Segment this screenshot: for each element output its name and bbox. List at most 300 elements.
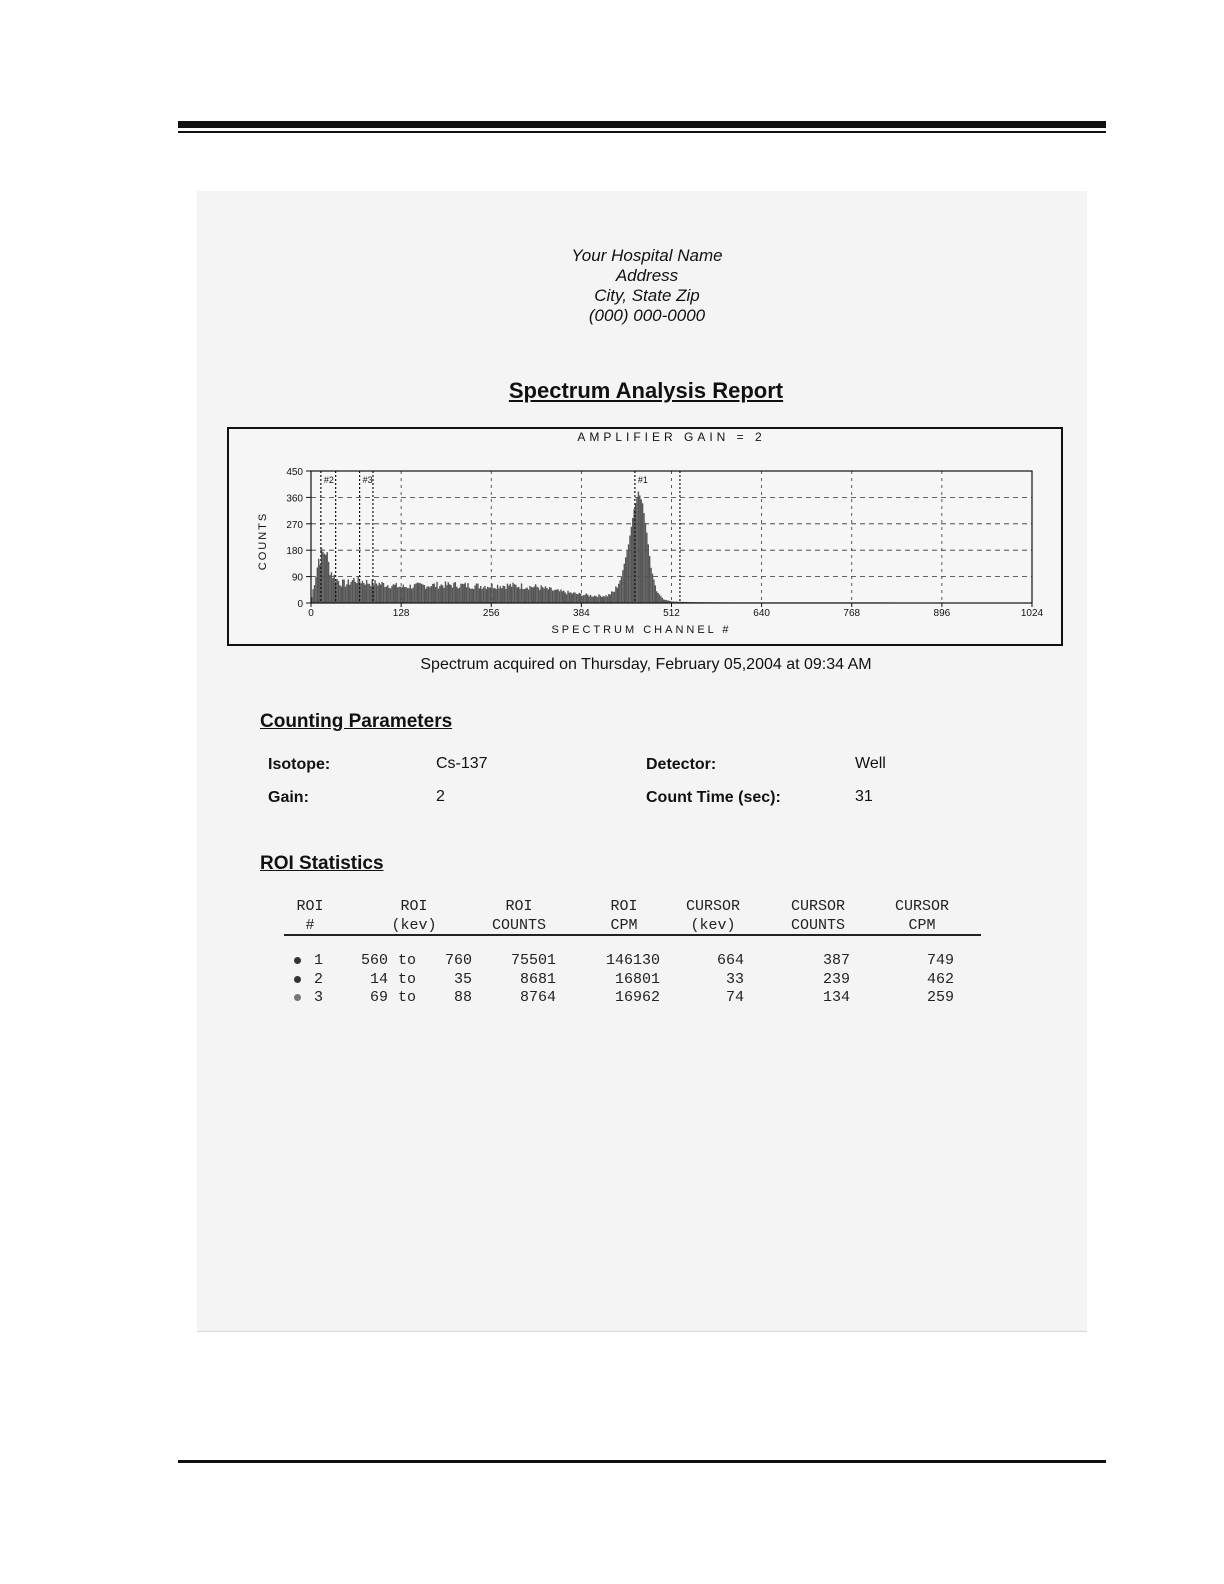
spectrum-bar (486, 589, 487, 603)
spectrum-bar (632, 518, 633, 603)
spectrum-bar (459, 588, 460, 603)
roi-cell-from: 69 (369, 989, 388, 1006)
spectrum-bar (593, 597, 594, 603)
spectrum-bar (652, 574, 653, 603)
spectrum-bar (350, 582, 351, 603)
spectrum-bar (566, 594, 567, 603)
spectrum-bar (498, 588, 499, 603)
spectrum-bar (479, 588, 480, 603)
spectrum-bar (436, 582, 437, 603)
spectrum-bar (490, 587, 491, 603)
spectrum-bar (629, 536, 630, 603)
spectrum-bar (655, 585, 656, 603)
spectrum-bar (643, 513, 644, 603)
spectrum-bar (514, 584, 515, 603)
header-line: ROI (610, 898, 638, 915)
spectrum-bar (453, 583, 454, 603)
y-tick-label: 180 (286, 546, 303, 558)
spectrum-bar (329, 575, 330, 603)
spectrum-bar (365, 585, 366, 603)
spectrum-bar (528, 590, 529, 603)
spectrum-bar (590, 595, 591, 603)
roi-cell-counts: 8681 (519, 970, 556, 988)
spectrum-bar (411, 589, 412, 603)
header-line: COUNTS (491, 917, 546, 934)
roi-cell-c-kev: 74 (725, 989, 744, 1006)
spectrum-bar (615, 586, 616, 603)
spectrum-bar (481, 589, 482, 603)
roi-marker-label: #3 (362, 475, 373, 485)
header-line: # (305, 917, 315, 934)
roi-cell-to: to (398, 952, 417, 969)
spectrum-bar (363, 583, 364, 603)
header-line: ROI (296, 898, 324, 915)
spectrum-bar (450, 585, 451, 603)
spectrum-bar (480, 586, 481, 603)
hospital-info (197, 246, 1097, 326)
y-tick-label: 270 (286, 519, 303, 531)
count-time-label: Count Time (sec): (646, 789, 781, 806)
spectrum-bar (367, 584, 368, 603)
spectrum-bar (533, 586, 534, 603)
roi-cell-cpm: 16962 (614, 989, 660, 1006)
spectrum-bar (435, 587, 436, 603)
spectrum-bar (355, 582, 356, 603)
gain-label: Gain: (268, 789, 309, 806)
spectrum-bar (550, 588, 551, 603)
spectrum-bar (510, 584, 511, 603)
spectrum-bar (559, 591, 560, 603)
spectrum-bar (345, 587, 346, 603)
spectrum-bar (555, 590, 556, 603)
spectrum-bar (597, 597, 598, 603)
spectrum-bar (412, 588, 413, 603)
spectrum-bar (455, 582, 456, 603)
spectrum-bar (476, 584, 477, 603)
spectrum-bar (579, 593, 580, 603)
spectrum-bar (560, 589, 561, 603)
spectrum-bar (331, 572, 332, 603)
spectrum-bar (318, 559, 319, 603)
spectrum-bar (602, 596, 603, 603)
cursor-header-counts (773, 897, 863, 935)
y-tick-label: 0 (297, 599, 303, 610)
spectrum-bar (383, 583, 384, 603)
roi-cell-c-counts: 387 (822, 952, 850, 969)
roi-header-counts (474, 897, 564, 935)
spectrum-bar (577, 594, 578, 603)
header-line: CPM (908, 917, 936, 934)
spectrum-bar (356, 583, 357, 603)
spectrum-bar (393, 584, 394, 603)
acquired-text: Spectrum acquired on Thursday, February 05,2004 at 09:34 AM (420, 656, 872, 673)
spectrum-bar (438, 589, 439, 603)
spectrum-bar (581, 596, 582, 603)
spectrum-bar (493, 588, 494, 603)
spectrum-bar (494, 588, 495, 603)
counting-parameters-heading: Counting Parameters (260, 711, 453, 732)
spectrum-bar (488, 588, 489, 603)
spectrum-bar (473, 589, 474, 603)
spectrum-bar (394, 585, 395, 603)
spectrum-bar (439, 586, 440, 603)
spectrum-bar (564, 593, 565, 603)
spectrum-chart (227, 427, 1063, 646)
spectrum-bar (495, 589, 496, 603)
roi-header-cpm (579, 897, 669, 935)
spectrum-bar (645, 523, 646, 603)
spectrum-bar (421, 584, 422, 603)
y-tick-label: 450 (286, 467, 303, 478)
spectrum-bar (370, 586, 371, 603)
spectrum-bar (522, 589, 523, 603)
spectrum-bar (639, 495, 640, 603)
spectrum-bar (572, 594, 573, 603)
spectrum-bar (315, 577, 316, 603)
spectrum-bar (605, 595, 606, 603)
spectrum-bar (464, 583, 465, 603)
roi-cell-num: 2 (314, 970, 324, 988)
roi-marker-dot (294, 957, 301, 964)
roi-cell-end: 760 (444, 952, 472, 969)
spectrum-bar (404, 587, 405, 603)
spectrum-bar (573, 592, 574, 603)
isotope-value: Cs-137 (436, 755, 488, 772)
spectrum-bar (607, 596, 608, 603)
spectrum-bar (526, 588, 527, 603)
header-line: CPM (610, 917, 638, 934)
spectrum-bar (598, 594, 599, 603)
spectrum-bar (425, 589, 426, 603)
roi-cell-to: to (398, 970, 417, 988)
spectrum-bar (653, 580, 654, 603)
spectrum-bar (342, 580, 343, 603)
spectrum-bar (442, 585, 443, 603)
spectrum-bar (325, 555, 326, 603)
gain-value: 2 (436, 788, 445, 805)
count-time-value: 31 (855, 788, 873, 805)
spectrum-bar (314, 585, 315, 603)
spectrum-bar (390, 588, 391, 603)
spectrum-bar (531, 587, 532, 603)
roi-cell-c-kev: 664 (716, 952, 744, 969)
spectrum-bar (570, 592, 571, 603)
spectrum-bar (519, 589, 520, 603)
spectrum-bar (539, 590, 540, 603)
x-tick-label: 768 (843, 608, 861, 619)
spectrum-bar (617, 588, 618, 603)
spectrum-bar (410, 585, 411, 603)
spectrum-bar (574, 593, 575, 603)
spectrum-bar (366, 580, 367, 603)
spectrum-bar (443, 588, 444, 603)
spectrum-bar (343, 580, 344, 603)
spectrum-bar (462, 584, 463, 603)
spectrum-bar (487, 587, 488, 603)
spectrum-bar (407, 588, 408, 603)
hospital-city-line: City, State Zip (594, 286, 700, 305)
spectrum-bar (536, 587, 537, 603)
spectrum-bar (429, 587, 430, 603)
spectrum-bar (322, 552, 323, 603)
hospital-name: Your Hospital Name (571, 246, 723, 265)
cursor-header-kev (668, 897, 758, 935)
spectrum-bar (349, 585, 350, 603)
spectrum-bar (556, 590, 557, 603)
spectrum-bar (441, 584, 442, 603)
spectrum-bar (512, 583, 513, 603)
spectrum-bar (562, 591, 563, 603)
spectrum-bar (422, 585, 423, 603)
spectrum-bar (460, 584, 461, 603)
spectrum-bar (604, 597, 605, 603)
roi-cell-c-kev: 33 (725, 970, 744, 988)
spectrum-bar (636, 497, 637, 603)
spectrum-bar (497, 585, 498, 603)
spectrum-bar (380, 585, 381, 603)
roi-cell-cpm: 16801 (614, 970, 660, 988)
roi-cell-c-counts: 134 (822, 989, 850, 1006)
spectrum-bar (414, 584, 415, 603)
spectrum-bar (529, 586, 530, 603)
spectrum-bar (377, 586, 378, 603)
spectrum-bar (532, 587, 533, 603)
spectrum-bar (648, 544, 649, 603)
spectrum-bar (525, 588, 526, 603)
spectrum-bar (548, 589, 549, 603)
spectrum-bar (426, 587, 427, 603)
x-tick-label: 384 (573, 608, 590, 619)
spectrum-bar (524, 589, 525, 603)
footer-rule (178, 1460, 1106, 1463)
spectrum-bar (650, 568, 651, 603)
spectrum-bar (397, 587, 398, 603)
roi-cell-num: 3 (314, 989, 324, 1006)
spectrum-bar (434, 584, 435, 603)
x-tick-label: 1024 (1020, 608, 1044, 619)
x-tick-label: 0 (308, 608, 314, 619)
spectrum-bar (417, 583, 418, 603)
spectrum-bar (391, 586, 392, 603)
spectrum-bar (567, 591, 568, 603)
spectrum-bar (339, 585, 340, 603)
spectrum-bar (586, 593, 587, 603)
spectrum-bar (515, 585, 516, 603)
hospital-address: Address (615, 266, 679, 285)
spectrum-bar (472, 589, 473, 603)
header-rule-thin (178, 131, 1106, 133)
x-axis-label: SPECTRUM CHANNEL # (551, 624, 732, 636)
report-title: Spectrum Analysis Report (508, 378, 784, 403)
spectrum-bar (466, 587, 467, 603)
spectrum-bar (641, 499, 642, 603)
spectrum-bar (546, 588, 547, 603)
roi-marker-label: #1 (637, 475, 648, 485)
spectrum-bar (569, 593, 570, 603)
chart-title: AMPLIFIER GAIN = 2 (577, 430, 766, 444)
roi-cell-c-cpm: 462 (926, 970, 954, 988)
spectrum-bar (587, 595, 588, 603)
roi-marker-label: #2 (323, 475, 334, 485)
spectrum-bar (656, 591, 657, 603)
spectrum-bar (624, 564, 625, 603)
spectrum-bar (545, 586, 546, 603)
spectrum-bar (401, 587, 402, 603)
spectrum-bar (625, 557, 626, 603)
spectrum-bar (445, 581, 446, 603)
spectrum-bar (538, 588, 539, 603)
spectrum-bar (614, 592, 615, 603)
spectrum-bar (649, 556, 650, 603)
spectrum-bar (418, 583, 419, 603)
spectrum-bar (474, 585, 475, 603)
roi-header-num (265, 897, 355, 935)
spectrum-bar (452, 588, 453, 603)
roi-marker-dot (294, 976, 301, 983)
spectrum-bar (463, 584, 464, 603)
x-tick-label: 512 (663, 608, 680, 619)
spectrum-bar (448, 582, 449, 603)
spectrum-bar (457, 588, 458, 603)
spectrum-bar (469, 588, 470, 603)
roi-cell-from: 14 (369, 970, 388, 988)
spectrum-bar (381, 582, 382, 603)
spectrum-bar (660, 596, 661, 603)
roi-header-kev (369, 897, 459, 935)
spectrum-bar (594, 596, 595, 603)
hospital-phone: (000) 000-0000 (588, 306, 706, 325)
spectrum-bar (601, 597, 602, 603)
spectrum-bar (591, 597, 592, 603)
spectrum-bar (388, 588, 389, 603)
detector-value: Well (855, 755, 886, 772)
header-line: COUNTS (790, 917, 845, 934)
spectrum-chart-svg (229, 429, 1061, 644)
spectrum-bar (357, 576, 358, 603)
spectrum-bar (336, 579, 337, 603)
spectrum-bar (541, 585, 542, 603)
spectrum-bar (619, 580, 620, 603)
spectrum-bar (503, 586, 504, 603)
spectrum-bar (484, 586, 485, 603)
y-tick-label: 360 (286, 493, 303, 505)
spectrum-bar (379, 583, 380, 603)
spectrum-bar (505, 589, 506, 603)
header-line: ROI (505, 898, 533, 915)
spectrum-bar (501, 588, 502, 603)
spectrum-bar (580, 594, 581, 603)
spectrum-bar (326, 552, 327, 603)
spectrum-bar (387, 585, 388, 603)
x-tick-label: 128 (392, 608, 410, 619)
spectrum-bar (431, 586, 432, 603)
header-line: (kev) (690, 917, 736, 934)
spectrum-bar (543, 588, 544, 603)
roi-cell-to: to (398, 989, 417, 1006)
header-rule-thick (178, 121, 1106, 128)
roi-cell-c-counts: 239 (822, 970, 850, 988)
spectrum-bar (415, 584, 416, 603)
scanned-report-page (197, 191, 1087, 1332)
spectrum-bar (628, 544, 629, 603)
spectrum-bar (483, 587, 484, 603)
spectrum-bar (328, 562, 329, 603)
x-tick-label: 640 (753, 608, 770, 619)
spectrum-bar (542, 587, 543, 603)
spectrum-bar (588, 596, 589, 603)
roi-statistics-heading: ROI Statistics (260, 853, 384, 874)
spectrum-bar (500, 586, 501, 603)
spectrum-bar (662, 598, 663, 603)
roi-cell-counts: 8764 (519, 989, 556, 1006)
spectrum-bar (332, 578, 333, 603)
header-line: CURSOR (685, 898, 740, 915)
spectrum-bar (595, 596, 596, 603)
spectrum-bar (511, 587, 512, 603)
x-tick-label: 896 (933, 608, 951, 619)
spectrum-bar (521, 583, 522, 603)
spectrum-bar (456, 587, 457, 603)
roi-cell-c-cpm: 749 (926, 952, 954, 969)
spectrum-bar (611, 591, 612, 603)
spectrum-bar (446, 585, 447, 603)
roi-header-rule (284, 934, 981, 936)
roi-cell-num: 1 (314, 952, 324, 969)
spectrum-bar (467, 583, 468, 603)
spectrum-bar (449, 584, 450, 603)
spectrum-bar (618, 584, 619, 603)
spectrum-bar (403, 585, 404, 603)
spectrum-bar (432, 584, 433, 603)
roi-cell-cpm: 146130 (605, 952, 660, 969)
spectrum-bar (626, 551, 627, 603)
y-tick-label: 90 (291, 572, 303, 584)
spectrum-bar (341, 586, 342, 603)
spectrum-bar (334, 575, 335, 603)
roi-cell-counts: 75501 (510, 952, 556, 969)
spectrum-bar (312, 589, 313, 603)
spectrum-bar (400, 587, 401, 603)
spectrum-bar (352, 580, 353, 603)
spectrum-bar (405, 587, 406, 603)
header-line: (kev) (391, 917, 437, 934)
spectrum-bar (642, 503, 643, 603)
detector-label: Detector: (646, 756, 717, 773)
spectrum-bar (518, 587, 519, 603)
spectrum-bar (424, 585, 425, 603)
roi-cell-c-cpm: 259 (926, 989, 954, 1006)
spectrum-bar (553, 590, 554, 603)
roi-cell-from: 560 (360, 952, 388, 969)
spectrum-bar (508, 586, 509, 603)
spectrum-bar (535, 584, 536, 603)
header-line: ROI (400, 898, 428, 915)
roi-marker-dot (294, 994, 301, 1001)
spectrum-bar (646, 533, 647, 603)
roi-cell-end: 35 (453, 970, 472, 988)
spectrum-bar (638, 492, 639, 603)
spectrum-bar (428, 586, 429, 603)
cursor-header-cpm (877, 897, 967, 935)
spectrum-bar (610, 595, 611, 603)
spectrum-bar (576, 594, 577, 603)
spectrum-bar (317, 567, 318, 603)
spectrum-bar (552, 591, 553, 603)
spectrum-bar (657, 593, 658, 603)
spectrum-bar (353, 578, 354, 603)
roi-cell-end: 88 (453, 989, 472, 1006)
header-line: CURSOR (894, 898, 949, 915)
